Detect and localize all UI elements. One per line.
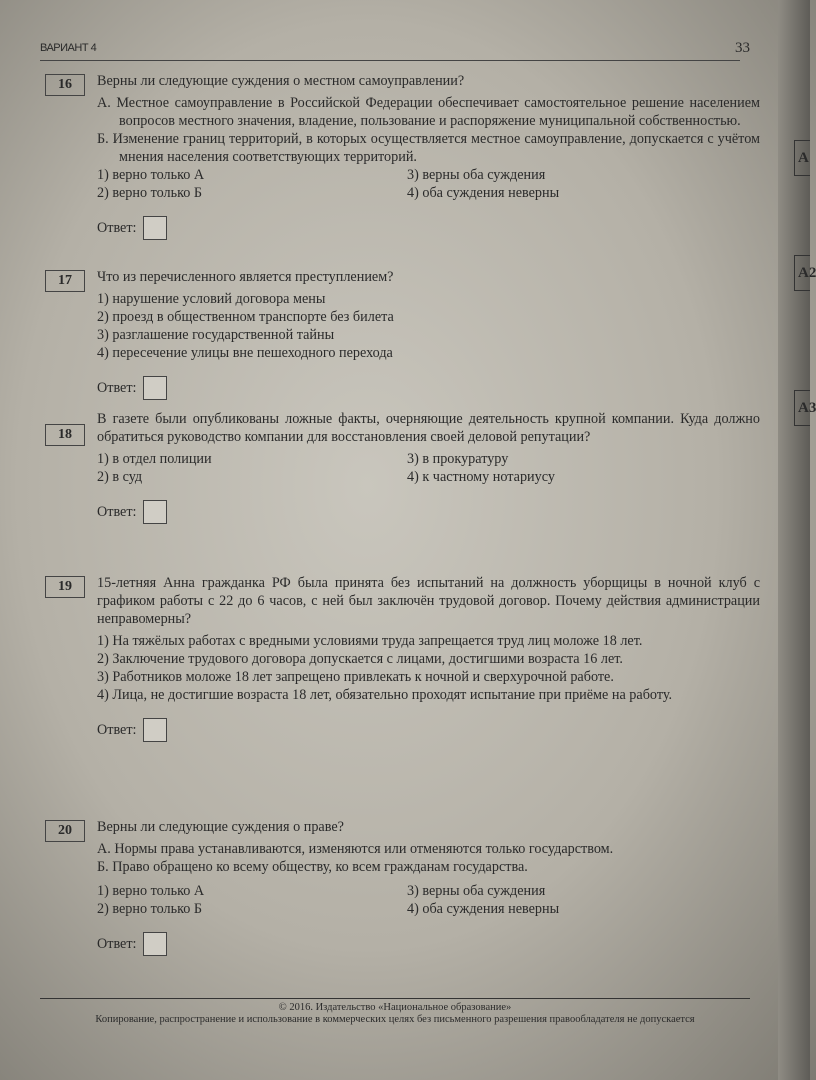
question-number: 18 xyxy=(45,424,85,446)
answer-box[interactable] xyxy=(143,932,167,956)
adjacent-tab: А3 xyxy=(794,390,810,426)
answer-label: Ответ: xyxy=(97,722,137,738)
option: 1) в отдел полиции xyxy=(97,451,212,467)
adjacent-tab: А xyxy=(794,140,810,176)
option: 2) верно только Б xyxy=(97,901,203,917)
answer-box[interactable] xyxy=(143,216,167,240)
option: 2) верно только Б xyxy=(97,185,203,201)
question-16 xyxy=(45,72,760,240)
question-18 xyxy=(45,410,760,524)
option: 3) разглашение государственной тайны xyxy=(97,327,335,343)
adjacent-tab: А2 xyxy=(794,255,810,291)
option: 3) в прокуратуру xyxy=(407,451,509,467)
question-number: 17 xyxy=(45,270,85,292)
option: 1) верно только А xyxy=(97,167,205,183)
page-header xyxy=(40,38,750,61)
option: 2) в суд xyxy=(97,469,143,485)
question-number: 19 xyxy=(45,576,85,598)
answer-label: Ответ: xyxy=(97,380,137,396)
question-prompt: Верны ли следующие суждения о праве? xyxy=(97,819,344,835)
page-footer xyxy=(40,998,750,1026)
question-prompt: Верны ли следующие суждения о местном самоуправлении? xyxy=(97,73,465,89)
option: 4) к частному нотариусу xyxy=(407,469,555,485)
option: 2) проезд в общественном транспорте без билета xyxy=(97,309,394,325)
answer-label: Ответ: xyxy=(97,936,137,952)
copy-notice: Копирование, распространение и использование в коммерческих целях без письменного разрешения правообладателя не допускается xyxy=(95,1014,695,1025)
option: 2) Заключение трудового договора допускается с лицами, достигшими возраста 16 лет. xyxy=(97,651,623,667)
statement: Б. Право обращено ко всему обществу, ко всем гражданам государства. xyxy=(97,859,528,875)
question-19 xyxy=(45,574,760,742)
option: 4) Лица, не достигшие возраста 18 лет, обязательно проходят испытание при приёме на работу. xyxy=(97,687,673,703)
option: 1) верно только А xyxy=(97,883,205,899)
option: 3) верны оба суждения xyxy=(407,883,546,899)
option: 3) верны оба суждения xyxy=(407,167,546,183)
option: 3) Работников моложе 18 лет запрещено привлекать к ночной и сверхурочной работе. xyxy=(97,669,614,685)
option: 4) оба суждения неверны xyxy=(407,185,560,201)
option: 4) пересечение улицы вне пешеходного перехода xyxy=(97,345,393,361)
question-prompt: 15-летняя Анна гражданка РФ была принята без испытаний на должность уборщицы в ночной клуб с графиком работы с 22 до 6 часов, с ней был заключён трудовой договор. Почему действия администрации неправомерны? xyxy=(97,575,760,627)
answer-box[interactable] xyxy=(143,376,167,400)
option: 1) нарушение условий договора мены xyxy=(97,291,326,307)
answer-box[interactable] xyxy=(143,718,167,742)
statement: Б. Изменение границ территорий, в которых осуществляется местное самоуправление, допускается с учётом мнения населения соответствующих территорий. xyxy=(97,131,760,165)
question-17 xyxy=(45,268,760,400)
copyright: © 2016. Издательство «Национальное образование» xyxy=(278,1002,512,1013)
question-prompt: В газете были опубликованы ложные факты, очерняющие деятельность крупной компании. Куда должно обратиться руководство компании для восстановления своей деловой репутации? xyxy=(97,411,760,445)
question-number: 16 xyxy=(45,74,85,96)
variant-label: ВАРИАНТ 4 xyxy=(40,42,97,54)
statement: А. Нормы права устанавливаются, изменяются или отменяются только государством. xyxy=(97,841,614,857)
answer-label: Ответ: xyxy=(97,504,137,520)
statement: А. Местное самоуправление в Российской Федерации обеспечивает самостоятельное решение населением вопросов местного значения, владение, пользование и распоряжение муниципальной собственностью. xyxy=(97,95,760,129)
question-prompt: Что из перечисленного является преступлением? xyxy=(97,269,394,285)
answer-label: Ответ: xyxy=(97,220,137,236)
question-number: 20 xyxy=(45,820,85,842)
option: 4) оба суждения неверны xyxy=(407,901,560,917)
question-20 xyxy=(45,818,760,956)
option: 1) На тяжёлых работах с вредными условиями труда запрещается труд лиц моложе 18 лет. xyxy=(97,633,643,649)
answer-box[interactable] xyxy=(143,500,167,524)
page-number: 33 xyxy=(735,40,750,56)
